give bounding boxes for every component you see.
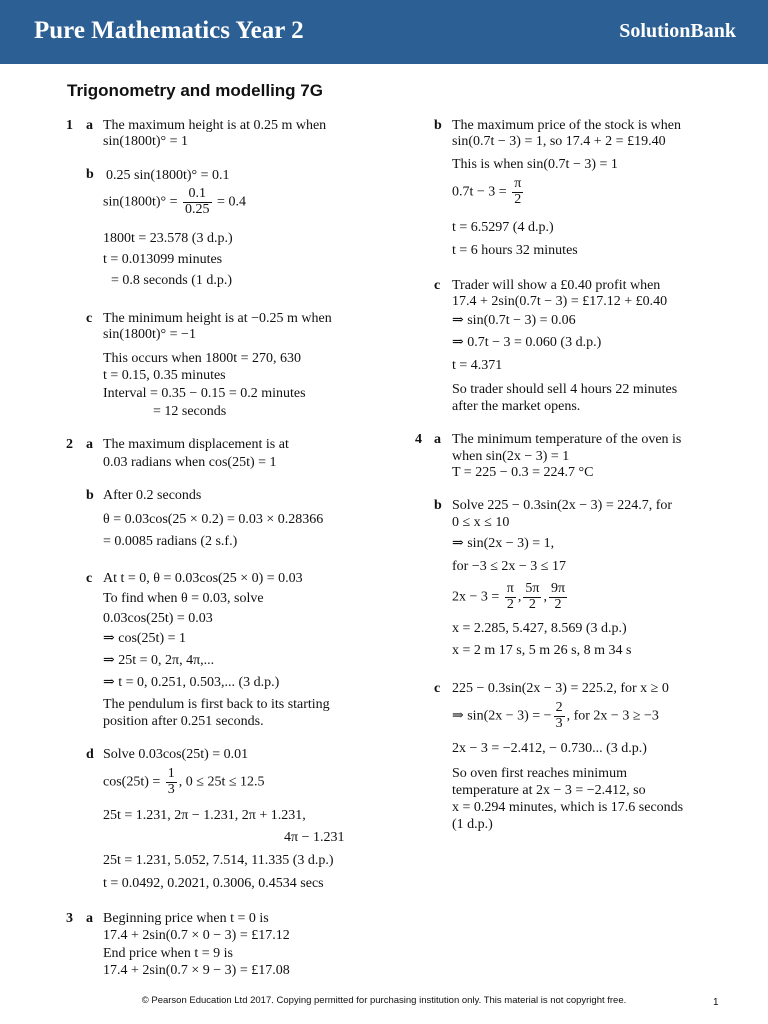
question-number: 2 (66, 437, 73, 452)
q3a-line: Beginning price when t = 0 is (103, 911, 269, 926)
q1b-line: 1800t = 23.578 (3 d.p.) (103, 231, 233, 246)
q2c-line: At t = 0, θ = 0.03cos(25 × 0) = 0.03 (103, 571, 303, 586)
q4a-line: when sin(2x − 3) = 1 (452, 449, 570, 464)
denominator: 2 (528, 596, 536, 612)
part-label: c (434, 681, 441, 696)
fraction (183, 187, 212, 217)
part-label: d (86, 747, 94, 762)
page-title: Trigonometry and modelling 7G (67, 81, 323, 100)
q3c-line: Trader will show a £0.40 profit when (452, 278, 661, 293)
q2c-line: ⇒ 25t = 0, 2π, 4π,... (103, 653, 215, 668)
q4a-line: T = 225 − 0.3 = 224.7 °C (452, 465, 594, 480)
part-label: b (86, 167, 94, 182)
q3c-line: t = 4.371 (452, 358, 503, 373)
book-title: Pure Mathematics Year 2 (34, 17, 304, 44)
q2c-line: ⇒ t = 0, 0.251, 0.503,... (3 d.p.) (103, 675, 280, 690)
fraction (523, 582, 541, 612)
q2c-line: The pendulum is first back to its starting (103, 697, 330, 712)
q1c-line: sin(1800t)° = −1 (103, 327, 196, 342)
q2a-line: 0.03 radians when cos(25t) = 1 (103, 455, 277, 470)
q3c-line: after the market opens. (452, 399, 581, 414)
q2d-line: 4π − 1.231 (284, 830, 345, 845)
q3c-line: So trader should sell 4 hours 22 minutes (452, 382, 678, 397)
part-label: a (86, 118, 93, 133)
q4b-fraction-line (452, 582, 569, 612)
q1b-line: 0.25 sin(1800t)° = 0.1 (106, 168, 230, 183)
numerator: π (506, 581, 514, 596)
part-label: c (434, 278, 441, 293)
fraction (512, 177, 523, 207)
numerator: 5π (525, 581, 540, 596)
q2c-line: 0.03cos(25t) = 0.03 (103, 611, 213, 626)
denominator: 0.25 (185, 201, 210, 217)
q3a-line: End price when t = 9 is (103, 946, 233, 961)
question-number: 1 (66, 118, 73, 133)
q3c-line: ⇒ 0.7t − 3 = 0.060 (3 d.p.) (452, 335, 602, 350)
q1c-line: This occurs when 1800t = 270, 630 (103, 351, 302, 366)
q3b-line: sin(0.7t − 3) = 1, so 17.4 + 2 = £19.40 (452, 134, 666, 149)
q4b-line: Solve 225 − 0.3sin(2x − 3) = 224.7, for (452, 498, 673, 513)
q2d-fraction-line (103, 767, 265, 797)
q4c-line: temperature at 2x − 3 = −2.412, so (452, 783, 646, 798)
part-label: b (86, 488, 94, 503)
fraction (554, 701, 565, 731)
q4b-line: ⇒ sin(2x − 3) = 1, (452, 536, 555, 551)
q3a-line: 17.4 + 2sin(0.7 × 9 − 3) = £17.08 (103, 963, 290, 978)
q2d-line: 25t = 1.231, 2π − 1.231, 2π + 1.231, (103, 808, 306, 823)
question-number: 4 (415, 432, 422, 447)
q4b-line: x = 2 m 17 s, 5 m 26 s, 8 m 34 s (452, 643, 632, 658)
numerator: π (514, 176, 522, 191)
denominator: 3 (167, 781, 175, 797)
separator: , (543, 589, 547, 605)
q1c-line: = 12 seconds (153, 404, 227, 419)
copyright-footer: © Pearson Education Ltd 2017. Copying permitted for purchasing institution only. This material is not copyright free. (141, 995, 627, 1006)
part-label: a (86, 911, 93, 926)
text: , 0 ≤ 25t ≤ 12.5 (178, 774, 265, 790)
solutionbank-brand: SolutionBank (619, 20, 736, 42)
q4a-line: The minimum temperature of the oven is (452, 432, 682, 447)
numerator: 2 (555, 700, 563, 715)
q2c-line: To find when θ = 0.03, solve (103, 591, 264, 606)
q2b-line: θ = 0.03cos(25 × 0.2) = 0.03 × 0.28366 (103, 512, 324, 527)
q1a-line: The maximum height is at 0.25 m when (103, 118, 327, 133)
denominator: 2 (506, 596, 514, 612)
q3b-fraction-line (452, 177, 525, 207)
text: sin(1800t)° = (103, 194, 182, 210)
separator: , (517, 589, 522, 605)
numerator: 1 (167, 766, 175, 781)
q4c-line: So oven first reaches minimum (452, 766, 627, 781)
part-label: a (434, 432, 441, 447)
text: cos(25t) = (103, 774, 164, 790)
q1a-line: sin(1800t)° = 1 (103, 134, 189, 149)
q4c-line: 225 − 0.3sin(2x − 3) = 225.2, for x ≥ 0 (452, 681, 669, 696)
part-label: b (434, 498, 442, 513)
q1b-line: = 0.8 seconds (1 d.p.) (111, 273, 233, 288)
header-bar (0, 0, 768, 64)
q3b-line: t = 6 hours 32 minutes (452, 243, 578, 258)
q3b-line: This is when sin(0.7t − 3) = 1 (452, 157, 618, 172)
denominator: 2 (554, 596, 562, 612)
numerator: 9π (550, 581, 566, 596)
q4b-line: 0 ≤ x ≤ 10 (452, 515, 510, 530)
text: 0.7t − 3 = (452, 184, 511, 200)
fraction (166, 767, 177, 797)
q1b-fraction-line (103, 187, 246, 217)
q2b-line: After 0.2 seconds (103, 488, 202, 503)
q2d-line: t = 0.0492, 0.2021, 0.3006, 0.4534 secs (103, 876, 324, 891)
q3a-line: 17.4 + 2sin(0.7 × 0 − 3) = £17.12 (103, 928, 290, 943)
part-label: b (434, 118, 442, 133)
text: , for 2x − 3 ≥ −3 (566, 708, 659, 724)
q3c-line: ⇒ sin(0.7t − 3) = 0.06 (452, 313, 576, 328)
part-label: a (86, 437, 93, 452)
denominator: 3 (555, 715, 563, 731)
q4b-line: for −3 ≤ 2x − 3 ≤ 17 (452, 559, 566, 574)
fraction (549, 582, 567, 612)
text: = 0.4 (213, 194, 246, 210)
q2c-line: position after 0.251 seconds. (103, 714, 264, 729)
question-number: 3 (66, 911, 73, 926)
q2b-line: = 0.0085 radians (2 s.f.) (103, 534, 238, 549)
q1b-line: t = 0.013099 minutes (103, 252, 223, 267)
part-label: c (86, 311, 93, 326)
q4b-line: x = 2.285, 5.427, 8.569 (3 d.p.) (452, 621, 627, 636)
q1c-line: t = 0.15, 0.35 minutes (103, 368, 226, 383)
text: ⇒ sin(2x − 3) = − (452, 708, 552, 724)
q2c-line: ⇒ cos(25t) = 1 (103, 631, 187, 646)
q4c-line: x = 0.294 minutes, which is 17.6 seconds (452, 800, 684, 815)
denominator: 2 (514, 191, 522, 207)
numerator: 0.1 (183, 187, 212, 203)
q2a-line: The maximum displacement is at (103, 437, 289, 452)
text: 2x − 3 = (452, 589, 503, 605)
q2d-line: Solve 0.03cos(25t) = 0.01 (103, 747, 249, 762)
q4c-line: 2x − 3 = −2.412, − 0.730... (3 d.p.) (452, 741, 647, 756)
fraction (505, 582, 516, 612)
part-label: c (86, 571, 93, 586)
q3b-line: t = 6.5297 (4 d.p.) (452, 220, 554, 235)
q1c-line: The minimum height is at −0.25 m when (103, 311, 332, 326)
q4c-line: (1 d.p.) (452, 817, 493, 832)
page-number: 1 (713, 997, 719, 1008)
q4c-fraction-line (452, 701, 659, 731)
q3c-line: 17.4 + 2sin(0.7t − 3) = £17.12 + £0.40 (452, 294, 668, 309)
q1c-line: Interval = 0.35 − 0.15 = 0.2 minutes (103, 386, 306, 401)
q3b-line: The maximum price of the stock is when (452, 118, 681, 133)
q2d-line: 25t = 1.231, 5.052, 7.514, 11.335 (3 d.p.) (103, 853, 334, 868)
